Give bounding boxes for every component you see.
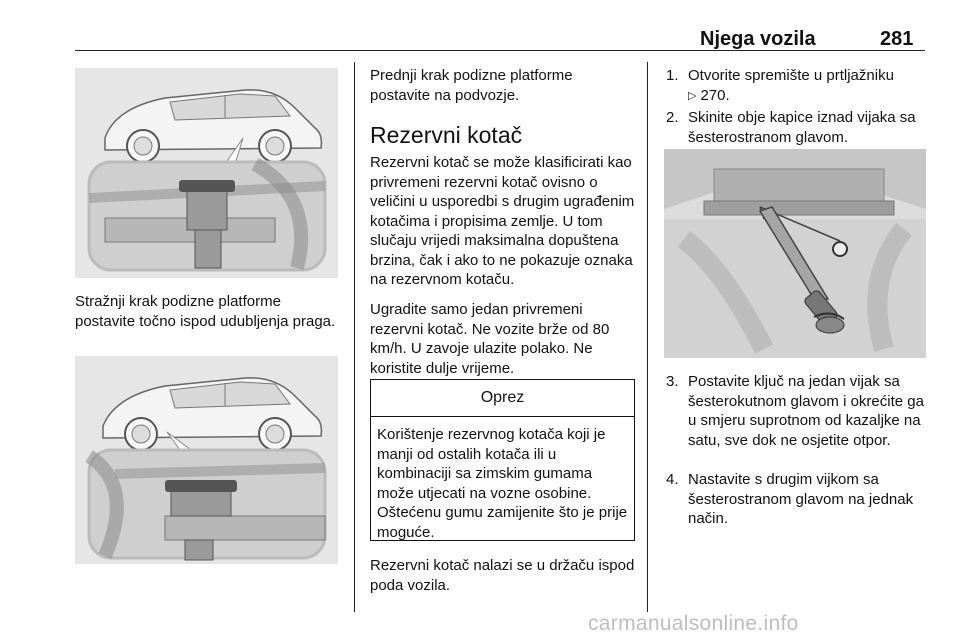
page-reference: 270. (700, 86, 730, 104)
step-3 (666, 372, 928, 450)
step-1 (666, 66, 928, 106)
step-text: Skinite obje kapice iznad vijaka sa šesterostranom glavom. (688, 109, 916, 146)
trunk-floor-figure (664, 149, 926, 358)
step-number: 2. (666, 109, 679, 126)
page-number: 281 (880, 28, 914, 50)
front-lift-arm-text: Prednji krak podizne platforme postavite na podvozje. (370, 67, 573, 104)
spare-wheel-paragraph-1: Rezervni kotač se može klasificirati kao privremeni rezervni kotač ovisno o veličini u usporedbi s drugim ugrađenim kotačima i propisima zemlje. U tom slučaju vrijedi maksimalna dopuštena brzina, čak i ako to ne pokazuje oznaka na rezervnom kotaču. (370, 154, 635, 288)
rear-lift-arm-figure (75, 68, 338, 278)
caution-title: Oprez (371, 380, 634, 417)
spare-wheel-location-text: Rezervni kotač nalazi se u držaču ispod poda vozila. (370, 557, 635, 594)
arrow-icon: ▷ (688, 89, 697, 102)
front-lift-arm-figure (75, 356, 338, 564)
caution-text: Korištenje rezervnog kotača koji je manji od ostalih kotača ili u kombinaciji sa zimskim gumama može utjecati na vozne osobine. Oštećenu gumu zamijenite što je prije moguće. (377, 426, 628, 541)
column-divider-left (354, 62, 355, 612)
step-text: Otvorite spremište u prtljažniku (688, 67, 894, 84)
section-heading: Rezervni kotač (370, 122, 523, 148)
caution-box (370, 379, 635, 541)
watermark: carmanualsonline.info (588, 612, 799, 635)
step-2 (666, 108, 928, 147)
column-divider-right (647, 62, 648, 612)
rear-lift-arm-caption: Stražnji krak podizne platforme postavite točno ispod udubljenja praga. (75, 293, 336, 330)
step-number: 4. (666, 471, 679, 488)
header-rule (75, 50, 925, 51)
step-text: Nastavite s drugim vijkom sa šesterostranom glavom na jednak način. (688, 471, 914, 527)
step-number: 3. (666, 373, 679, 390)
step-number: 1. (666, 67, 679, 84)
step-text: Postavite ključ na jedan vijak sa šesterokutnom glavom i okrećite ga u smjeru suprotnom od kazaljke na satu, sve dok ne osjetite otpor. (688, 373, 924, 449)
header-title: Njega vozila (700, 28, 816, 50)
step-4 (666, 470, 928, 529)
spare-wheel-paragraph-2: Ugradite samo jedan privremeni rezervni kotač. Ne vozite brže od 80 km/h. U zavoje ulazite polako. Ne koristite dulje vrijeme. (370, 301, 610, 377)
